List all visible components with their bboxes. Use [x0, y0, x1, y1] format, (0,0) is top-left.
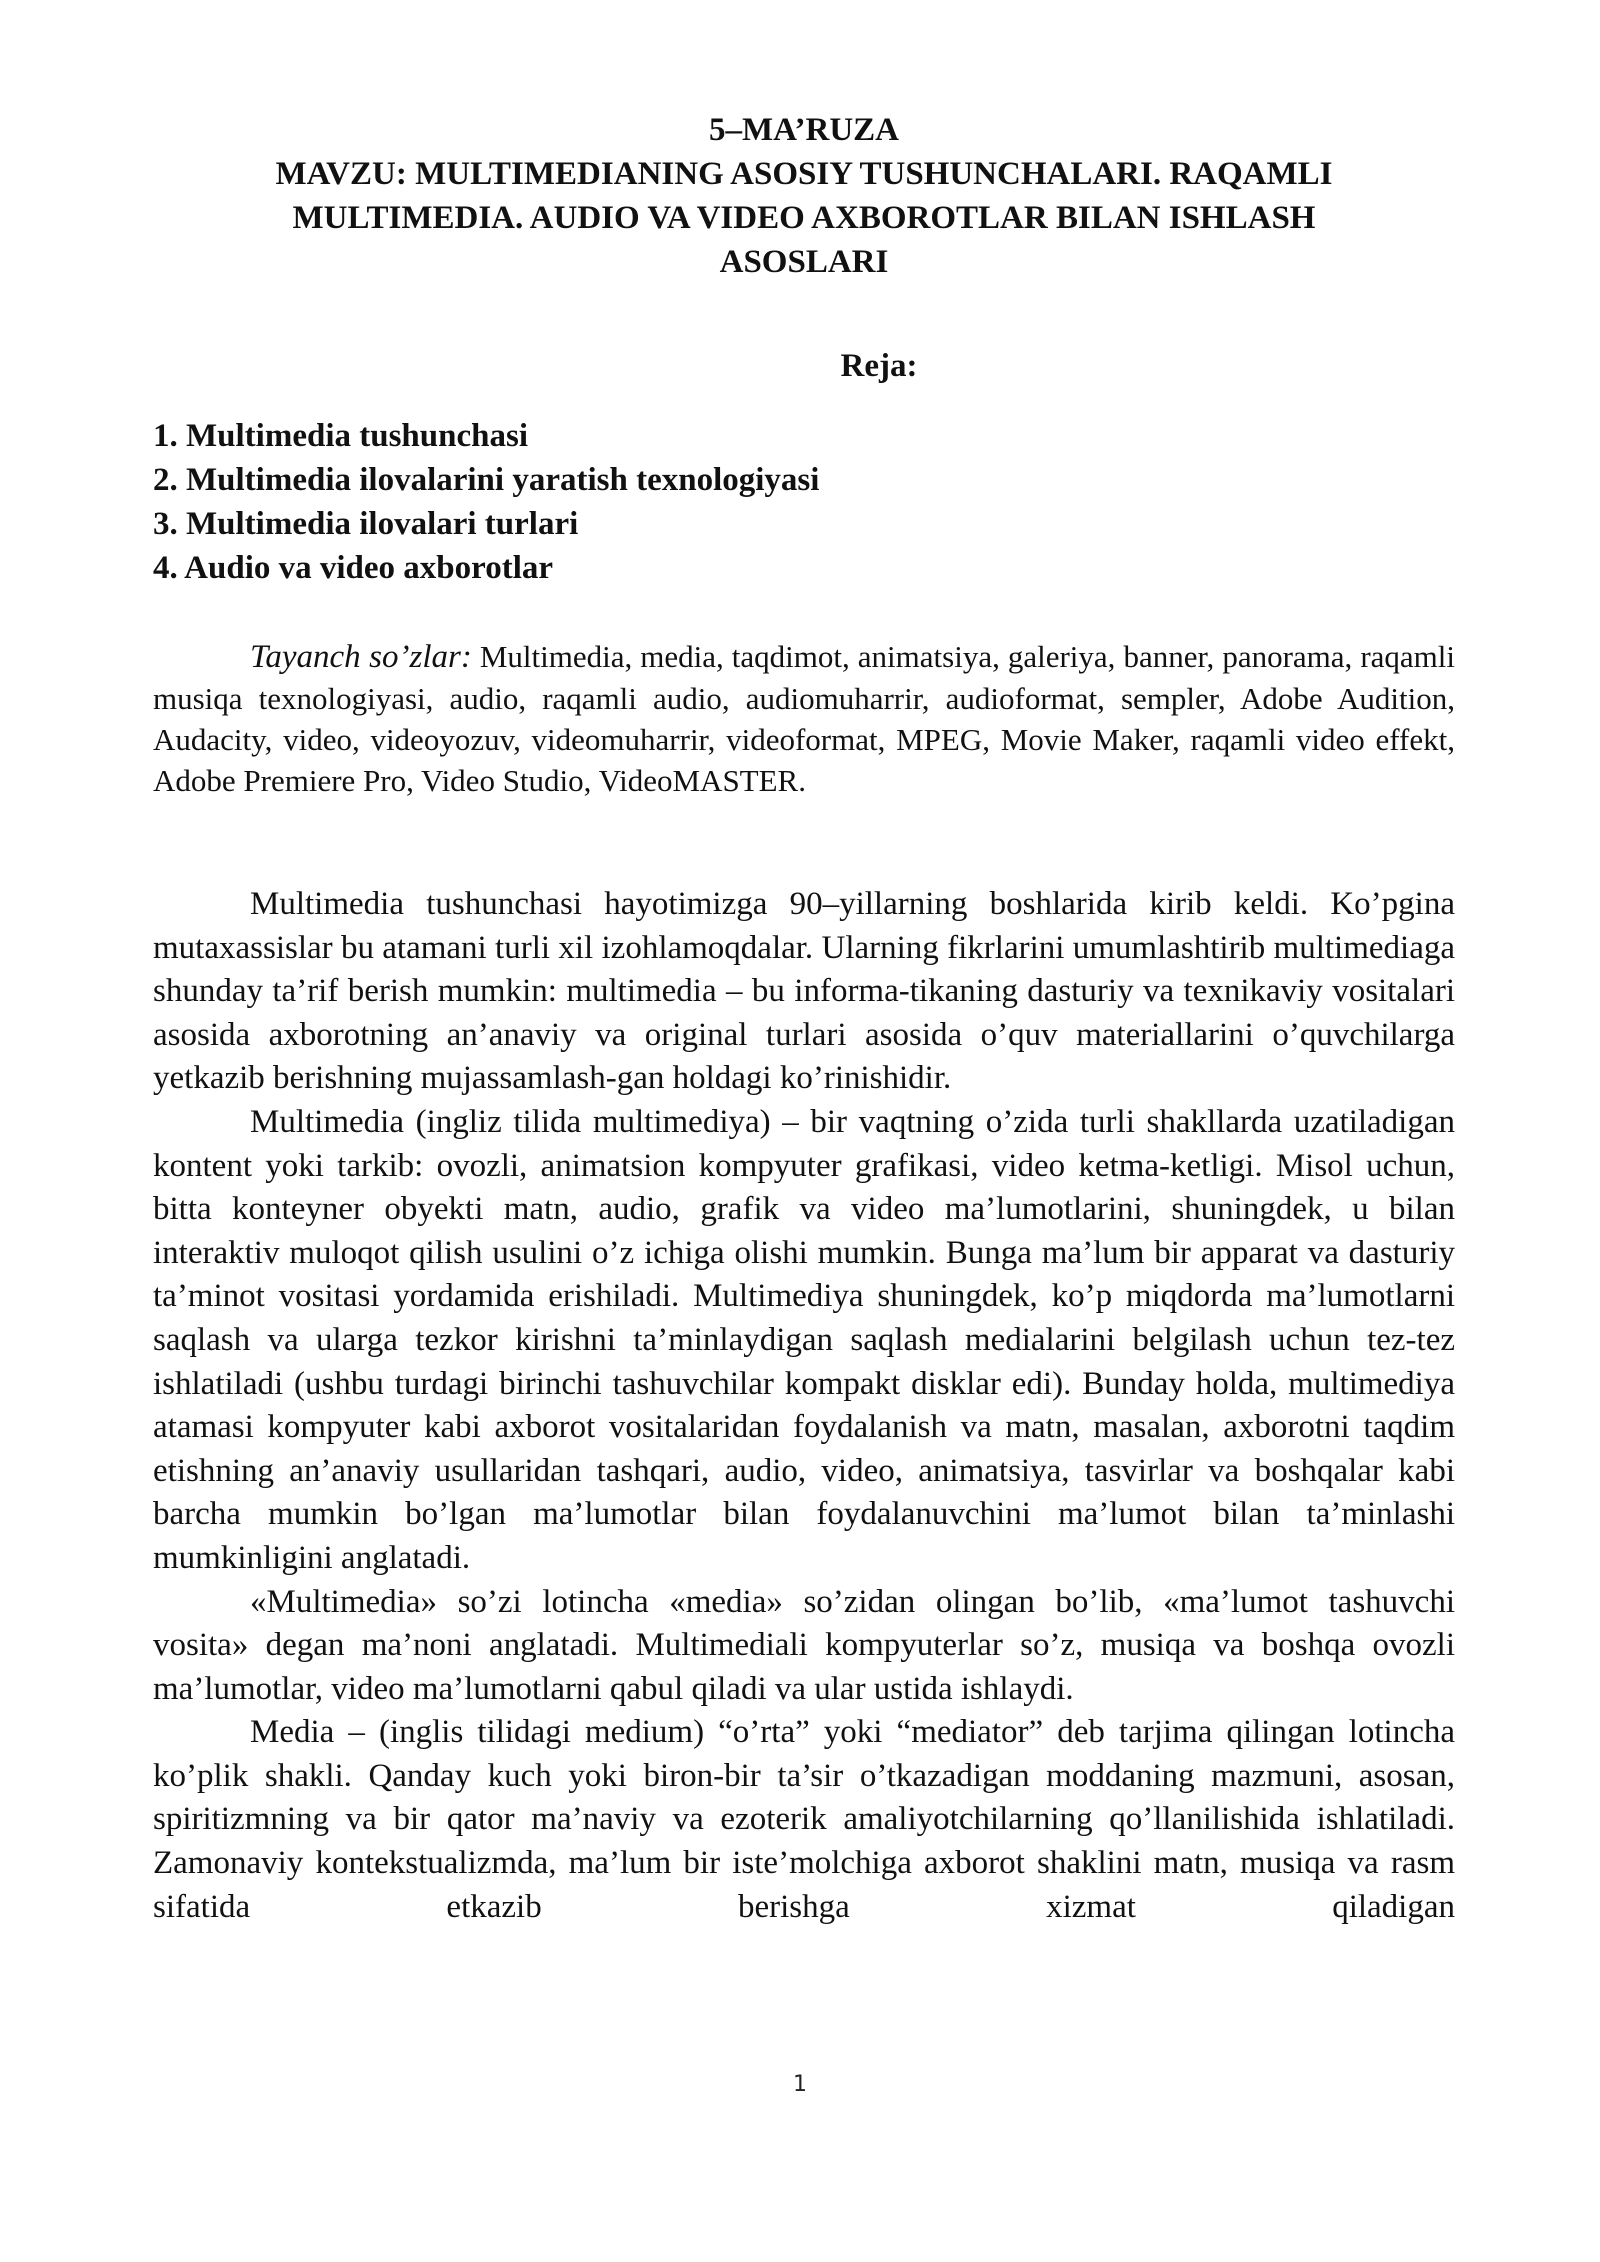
- document-page: [153, 108, 1455, 1929]
- lecture-title: [153, 108, 1455, 284]
- body-text: [153, 883, 1455, 1929]
- body-paragraph: Media – (inglis tilidagi medium) “o’rta” yoki “mediator” deb tarjima qilingan lotincha ko’plik shakli. Qanday kuch yoki biron-bir ta’sir o’tkazadigan moddaning mazmuni, asosan, spiritizmning va bir qator ma’naviy va ezoterik amaliyotchilarning qo’llanilishida ishlatiladi. Zamonaviy kontekstualizmda, ma’lum bir iste’molchiga axborot shaklini matn, musiqa va rasm sifatida etkazib berishga xizmat qiladigan: [153, 1714, 1455, 1925]
- body-paragraph: Multimedia (ingliz tilida multimediya) – bir vaqtning o’zida turli shakllarda uzatiladigan kontent yoki tarkib: ovozli, animatsion kompyuter grafikasi, video ketma-ketligi. Misol uchun, bitta konteyner obyekti matn, audio, grafik va video ma’lumotlarini, shuningdek, u bilan interaktiv muloqot qilish usulini o’z ichiga olishi mumkin. Bunga ma’lum bir apparat va dasturiy ta’minot vositasi yordamida erishiladi. Multimediya shuningdek, ko’p miqdorda ma’lumotlarni saqlash va ularga tezkor kirishni ta’minlaydigan saqlash medialarini belgilash uchun tez-tez ishlatiladi (ushbu turdagi birinchi tashuvchilar kompakt disklar edi). Bunday holda, multimediya atamasi kompyuter kabi axborot vositalaridan foydalanish va matn, masalan, axborotni taqdim etishning an’anaviy usullaridan tashqari, audio, video, animatsiya, tasvirlar va boshqalar kabi barcha mumkin bo’lgan ma’lumotlar bilan foydalanuvchini ma’lumot bilan ta’minlashi mumkinligini anglatadi.: [153, 1103, 1455, 1576]
- keywords-paragraph: [153, 636, 1455, 801]
- body-paragraph: Multimedia tushunchasi hayotimizga 90–yillarning boshlarida kirib keldi. Ko’pgina mutaxassislar bu atamani turli xil izohlamoqdalar. Ularning fikrlarini umumlashtirib multimediaga shunday ta’rif berish mumkin: multimedia – bu informa-tikaning dasturiy va texnikaviy vositalari asosida axborotning an’anaviy va original turlari asosida o’quv materiallarini o’quvchilarga yetkazib berishning mujassamlash-gan holdagi ko’rinishidir.: [153, 886, 1455, 1097]
- lecture-number: 5–MA’RUZA: [708, 112, 900, 148]
- plan-item: 2. Multimedia ilovalarini yaratish texnologiyasi: [153, 462, 820, 498]
- keywords-text: Multimedia, media, taqdimot, animatsiya, galeriya, banner, panorama, raqamli musiqa texnologiyasi, audio, raqamli audio, audiomuharrir, audioformat, sempler, Adobe Audition, Audacity, video, videoyozuv, videomuharrir, videoformat, MPEG, Movie Maker, raqamli video effekt, Adobe Premiere Pro, Video Studio, VideoMASTER.: [153, 639, 1456, 798]
- keywords-label: Tayanch so’zlar:: [250, 639, 472, 675]
- plan-item: 3. Multimedia ilovalari turlari: [153, 506, 579, 542]
- plan-list: [153, 414, 1455, 590]
- body-paragraph: «Multimedia» so’zi lotincha «media» so’zidan olingan bo’lib, «ma’lumot tashuvchi vosita» degan ma’noni anglatadi. Multimediali kompyuterlar so’z, musiqa va boshqa ovozli ma’lumotlar, video ma’lumotlarni qabul qiladi va ular ustida ishlaydi.: [153, 1583, 1455, 1707]
- plan-item: 1. Multimedia tushunchasi: [153, 418, 528, 454]
- topic-line-3: ASOSLARI: [719, 244, 889, 280]
- plan-item: 4. Audio va video axborotlar: [153, 550, 554, 586]
- topic-line-2: MULTIMEDIA. AUDIO VA VIDEO AXBOROTLAR BILAN ISHLASH: [292, 200, 1316, 236]
- topic-line-1: MAVZU: MULTIMEDIANING ASOSIY TUSHUNCHALARI. RAQAMLI: [275, 156, 1333, 192]
- plan-heading: Reja:: [840, 348, 918, 384]
- page-number: 1: [793, 2072, 807, 2097]
